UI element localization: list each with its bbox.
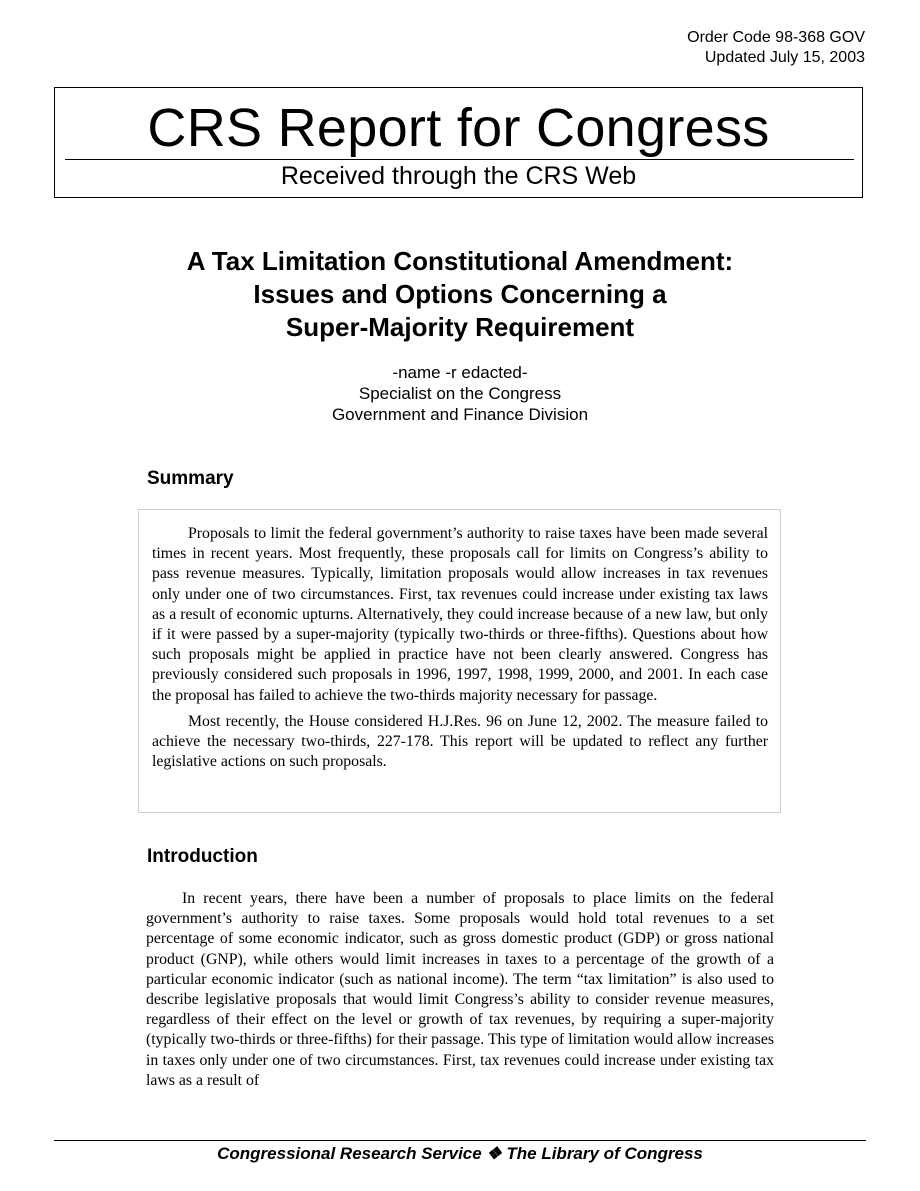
summary-heading: Summary <box>147 468 234 489</box>
order-code-block <box>687 28 865 68</box>
report-header-box <box>54 87 863 198</box>
document-title <box>100 245 820 344</box>
order-code: Order Code 98-368 GOV <box>687 29 865 46</box>
summary-paragraph: Proposals to limit the federal government’s authority to raise taxes have been made several times in recent years. Most frequently, these proposals call for limits on Congress’s ability to pass revenue measures. Typically, limitation proposals would allow increases in tax revenues only under one of two circumstances. First, tax revenues could increase under existing tax laws as a result of economic upturns. Alternatively, they could increase because of a new law, but only if it were passed by a super-majority (typically two-thirds or three-fifths). Questions about how such proposals might be applied in practice have not been clearly answered. Congress has previously considered such proposals in 1996, 1997, 1998, 1999, 2000, and 2001. In each case the proposal has failed to achieve the two-thirds majority necessary for passage. <box>152 525 768 704</box>
title-line: Issues and Options Concerning a <box>253 279 667 309</box>
author-role: Specialist on the Congress <box>358 384 562 403</box>
author-name: -name -r edacted- <box>392 363 528 382</box>
footer-divider <box>54 1140 866 1141</box>
report-header-title: CRS Report for Congress <box>147 98 770 158</box>
report-header-subtitle: Received through the CRS Web <box>280 162 637 190</box>
title-line: A Tax Limitation Constitutional Amendment: <box>186 246 734 276</box>
author-division: Government and Finance Division <box>331 405 589 424</box>
author-block <box>100 362 820 425</box>
summary-paragraph: Most recently, the House considered H.J.Res. 96 on June 12, 2002. The measure failed to achieve the necessary two-thirds, 227-178. This report will be updated to reflect any further legislative actions on such proposals. <box>152 712 768 771</box>
introduction-heading: Introduction <box>147 846 258 867</box>
summary-box <box>138 509 781 813</box>
introduction-paragraph: In recent years, there have been a number of proposals to place limits on the federal government’s authority to raise taxes. Some proposals would hold total revenues to a set percentage of some economic indicator, such as gross domestic product (GDP) or gross national product (GNP), while others would limit increases in taxes to a percentage of the growth of a particular economic indicator (such as national income). The term “tax limitation” is also used to describe legislative proposals that would limit Congress’s ability to consider revenue measures, regardless of their effect on the level or growth of tax revenues, by requiring a super-majority (typically two-thirds or three-fifths) for their passage. This type of limitation would allow increases in taxes only under one of two circumstances. First, tax revenues could increase under existing tax laws as a result of <box>146 890 774 1089</box>
introduction-body <box>146 889 774 1091</box>
updated-date: Updated July 15, 2003 <box>704 49 865 66</box>
title-line: Super-Majority Requirement <box>285 312 635 342</box>
footer-text: Congressional Research Service ❖ The Library of Congress <box>217 1144 703 1163</box>
